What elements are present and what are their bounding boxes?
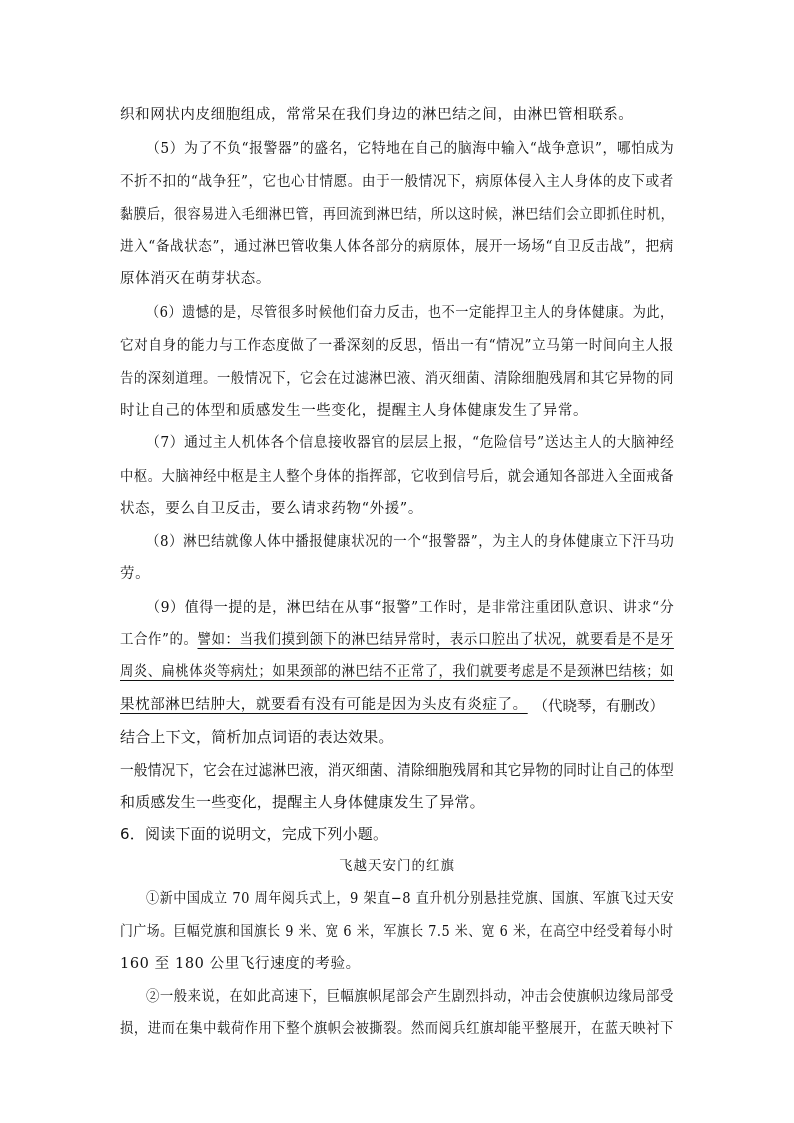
- p7-line-3: 状态，要么自卫反击，要么请求药物“外援”。: [120, 501, 423, 517]
- p5-line-3: 黏膜后，很容易进入毛细淋巴管，再回流到淋巴结，所以这时候，淋巴结们会立即抓住时机，: [120, 207, 675, 223]
- p7-line-1: （7）通过主人机体各个信息接收器官的层层上报，“危险信号”送达主人的大脑神经: [146, 435, 675, 451]
- source-attribution: （代晓琴，有删改）: [533, 699, 664, 715]
- p5-line-5: 原体消灭在萌芽状态。: [120, 271, 271, 287]
- question-quote-line-1: 一般情况下，它会在过滤淋巴液，消灭细菌、清除细胞残屑和其它异物的同时让自己的体型: [120, 761, 675, 779]
- a2-line-1: ②一般来说，在如此高速下，巨幅旗帜尾部会产生剧烈抖动，冲击会使旗帜边缘局部受: [146, 989, 674, 1005]
- p6-line-1: （6）遗憾的是，尽管很多时候他们奋力反击，也不一定能捍卫主人的身体健康。为此，: [146, 305, 674, 321]
- question-quote-line-2: 和质感发生一些变化，提醒主人身体健康发生了异常。: [120, 793, 485, 811]
- p9-line-1: （9）值得一提的是，淋巴结在从事“报警”工作时，是非常注重团队意识、讲求“分: [146, 600, 675, 616]
- p6-line-4: 时让自己的体型和质感发生一些变化，提醒主人身体健康发生了异常。: [120, 403, 589, 419]
- p7-line-2: 中枢。大脑神经中枢是主人整个身体的指挥部，它收到信号后，就会通知各部进入全面戒备: [120, 469, 674, 485]
- question-instruction: 结合上下文，简析加点词语的表达效果。: [120, 728, 394, 746]
- p6-line-3: 告的深刻道理。一般情况下，它会在过滤淋巴液、消灭细菌、清除细胞残屑和其它异物的同: [120, 371, 674, 387]
- p8-line-1: （8）淋巴结就像人体中播报健康状况的一个“报警器”，为主人的身体健康立下汗马功: [146, 534, 675, 550]
- p9-line-4: 果枕部淋巴结肿大，就要看有没有可能是因为头皮有炎症了。: [120, 697, 528, 713]
- a1-line-3: 160 至 180 公里飞行速度的考验。: [120, 956, 361, 972]
- p9-line-2-underlined: 譬如：当我们摸到颌下的淋巴结异常时，表示口腔出了状况，就要看是不是牙: [197, 632, 674, 648]
- p6-line-2: 它对自身的能力与工作态度做了一番深刻的反思，悟出一有“情况”立马第一时间向主人报: [120, 338, 674, 354]
- p9-line-2-plain: 工合作”的。: [120, 632, 198, 648]
- article-title: 飞越天安门的红旗: [339, 858, 455, 874]
- a1-line-2: 门广场。巨幅党旗和国旗长 9 米、宽 6 米，军旗长 7.5 米、宽 6 米，在高空中经受着每小时: [120, 924, 674, 940]
- p9-line-3: 周炎、扁桃体炎等病灶；如果颈部的淋巴结不正常了，我们就要考虑是不是颈淋巴结核；如: [120, 664, 674, 680]
- p5-line-2: 不折不扣的“战争狂”，它也心甘情愿。由于一般情况下，病原体侵入主人身体的皮下或者: [120, 174, 674, 190]
- p9-line-2: [120, 628, 674, 649]
- question-6-heading: 6．阅读下面的说明文，完成下列小题。: [120, 825, 389, 843]
- p5-line-4: 进入“备战状态”，通过淋巴管收集人体各部分的病原体，展开一场场“自卫反击战”，把病: [120, 239, 674, 255]
- a1-line-1: ①新中国成立 70 周年阅兵式上，9 架直−8 直升机分别悬挂党旗、国旗、军旗飞过天安: [146, 891, 675, 907]
- paragraph-continuation: 织和网状内皮细胞组成，常常呆在我们身边的淋巴结之间，由淋巴管相联系。: [120, 107, 634, 123]
- p8-line-2: 劳。: [120, 566, 151, 582]
- p5-line-1: （5）为了不负“报警器”的盛名，它特地在自己的脑海中输入“战争意识”，哪怕成为: [146, 141, 675, 157]
- a2-line-2: 损，进而在集中载荷作用下整个旗帜会被撕裂。然而阅兵红旗却能平整展开，在蓝天映衬下: [120, 1021, 674, 1037]
